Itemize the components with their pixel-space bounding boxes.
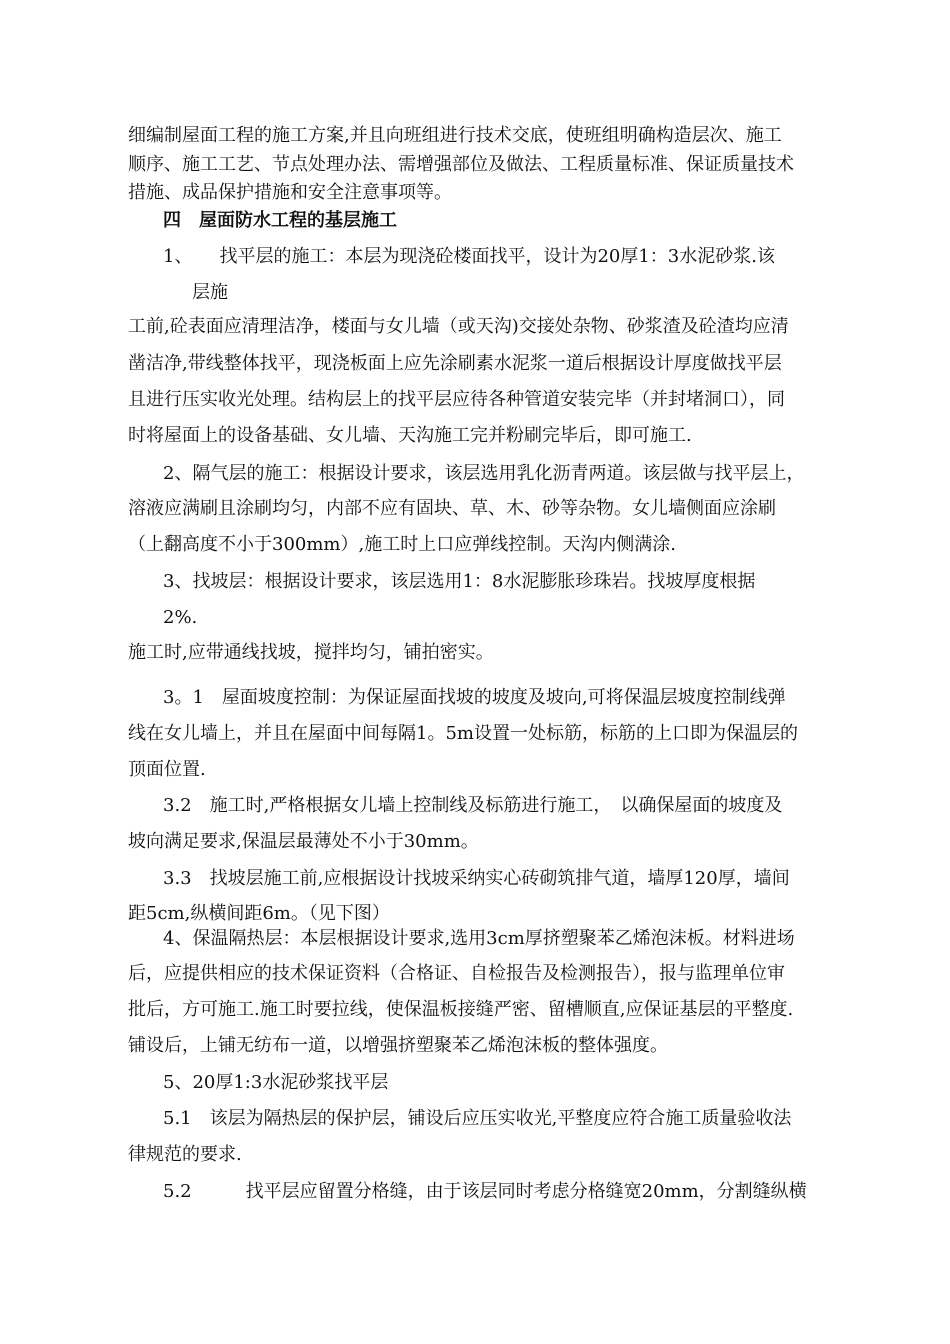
text-line: 线在女儿墙上，并且在屋面中间每隔1。5m设置一处标筋，标筋的上口即为保温层的 xyxy=(128,723,798,744)
text-line: 3。1 屋面坡度控制：为保证屋面找坡的坡度及坡向,可将保温层坡度控制线弹 xyxy=(163,687,786,708)
text-line: 5.2 找平层应留置分格缝，由于该层同时考虑分格缝宽20mm，分割缝纵横 xyxy=(163,1181,807,1202)
text-line: 5.1 该层为隔热层的保护层，铺设后应压实收光,平整度应符合施工质量验收法 xyxy=(163,1108,792,1129)
text-line: 工前,砼表面应清理洁净，楼面与女儿墙（或天沟)交接处杂物、砂浆渣及砼渣均应清 xyxy=(128,316,789,337)
text-line: 顶面位置. xyxy=(128,759,206,780)
text-line: 铺设后，上铺无纺布一道，以增强挤塑聚苯乙烯泡沫板的整体强度。 xyxy=(128,1035,668,1056)
text-line: 后，应提供相应的技术保证资料（合格证、自检报告及检测报告），报与监理单位审 xyxy=(128,963,785,984)
text-line: 律规范的要求. xyxy=(128,1144,242,1165)
text-line: 时将屋面上的设备基础、女儿墙、天沟施工完并粉刷完毕后，即可施工. xyxy=(128,425,692,446)
text-line: 2%. xyxy=(163,607,198,628)
text-line: 4、保温隔热层：本层根据设计要求,选用3cm厚挤塑聚苯乙烯泡沫板。材料进场 xyxy=(163,928,795,949)
text-line: 措施、成品保护措施和安全注意事项等。 xyxy=(128,182,452,203)
section-heading: 四 屋面防水工程的基层施工 xyxy=(163,210,397,231)
text-line: 2、隔气层的施工：根据设计要求，该层选用乳化沥青两道。该层做与找平层上， xyxy=(163,463,805,484)
text-line: 层施 xyxy=(192,282,228,303)
text-line: （上翻高度不小于300mm）,施工时上口应弹线控制。天沟内侧满涂. xyxy=(128,534,676,555)
text-line: 3.2 施工时,严格根据女儿墙上控制线及标筋进行施工， 以确保屋面的坡度及 xyxy=(163,795,783,816)
text-line: 1、 找平层的施工：本层为现浇砼楼面找平，设计为20厚1：3水泥砂浆.该 xyxy=(163,246,775,267)
text-line: 溶液应满刷且涂刷均匀，内部不应有固块、草、木、砂等杂物。女儿墙侧面应涂刷 xyxy=(128,498,776,519)
text-line: 细编制屋面工程的施工方案,并且向班组进行技术交底，使班组明确构造层次、施工 xyxy=(128,125,782,146)
text-line: 且进行压实收光处理。结构层上的找平层应待各种管道安装完毕（并封堵洞口），同 xyxy=(128,389,785,410)
text-line: 施工时,应带通线找坡，搅拌均匀，铺拍密实。 xyxy=(128,642,494,663)
text-line: 5、20厚1:3水泥砂浆找平层 xyxy=(163,1072,389,1093)
text-line: 3、找坡层：根据设计要求，该层选用1：8水泥膨胀珍珠岩。找坡厚度根据 xyxy=(163,571,756,592)
text-line: 凿洁净,带线整体找平，现浇板面上应先涂刷素水泥浆一道后根据设计厚度做找平层 xyxy=(128,353,782,374)
text-line: 距5cm,纵横间距6m。（见下图） xyxy=(128,903,390,924)
text-line: 3.3 找坡层施工前,应根据设计找坡采纳实心砖砌筑排气道，墙厚120厚，墙间 xyxy=(163,868,790,889)
text-line: 顺序、施工工艺、节点处理办法、需增强部位及做法、工程质量标准、保证质量技术 xyxy=(128,154,794,175)
text-line: 坡向满足要求,保温层最薄处不小于30mm。 xyxy=(128,831,479,852)
text-line: 批后，方可施工.施工时要拉线，使保温板接缝严密、留槽顺直,应保证基层的平整度. xyxy=(128,999,794,1020)
